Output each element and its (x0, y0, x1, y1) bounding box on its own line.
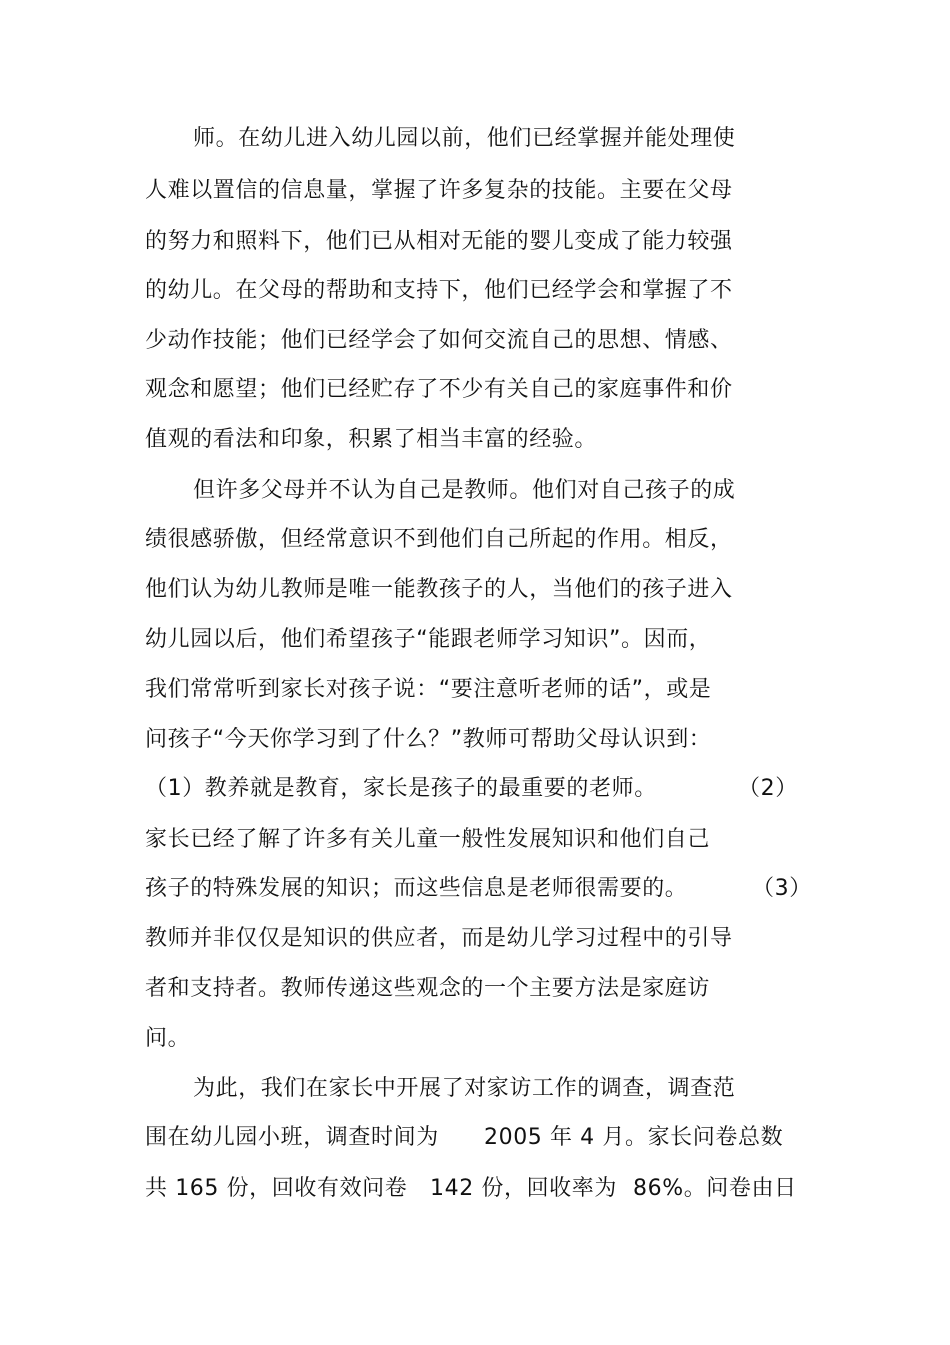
text-line: 师。在幼儿进入幼儿园以前，他们已经掌握并能处理使 (193, 126, 736, 151)
list-marker: （3） (752, 876, 812, 901)
text-line: 围在幼儿园小班，调查时间为 (145, 1125, 439, 1150)
text-line: 共 165 份，回收有效问卷 (145, 1176, 408, 1201)
text-line: 问。 (145, 1026, 191, 1051)
text-line: 教师并非仅仅是知识的供应者，而是幼儿学习过程中的引导 (145, 926, 733, 951)
text-fragment: 86%。问卷由日 (633, 1176, 797, 1201)
text-line: 人难以置信的信息量，掌握了许多复杂的技能。主要在父母 (145, 178, 733, 203)
text-line: 绩很感骄傲，但经常意识不到他们自己所起的作用。相反， (145, 527, 733, 552)
text-line: 我们常常听到家长对孩子说：“要注意听老师的话”，或是 (145, 677, 712, 702)
text-line: 值观的看法和印象，积累了相当丰富的经验。 (145, 427, 598, 452)
text-line: 孩子的特殊发展的知识；而这些信息是老师很需要的。 (145, 876, 688, 901)
list-marker: （2） (738, 776, 798, 801)
text-line: 幼儿园以后，他们希望孩子“能跟老师学习知识”。因而， (145, 627, 712, 652)
text-line: 问孩子“今天你学习到了什么？”教师可帮助父母认识到： (145, 727, 712, 752)
text-line: 少动作技能；他们已经学会了如何交流自己的思想、情感、 (145, 328, 733, 353)
text-line: 但许多父母并不认为自己是教师。他们对自己孩子的成 (193, 478, 736, 503)
text-line: 者和支持者。教师传递这些观念的一个主要方法是家庭访 (145, 976, 711, 1001)
text-fragment: 142 份，回收率为 (430, 1176, 617, 1201)
text-line: 家长已经了解了许多有关儿童一般性发展知识和他们自己 (145, 827, 711, 852)
text-line: （1）教养就是教育，家长是孩子的最重要的老师。 (145, 776, 657, 801)
text-line: 他们认为幼儿教师是唯一能教孩子的人，当他们的孩子进入 (145, 577, 733, 602)
text-line: 的努力和照料下，他们已从相对无能的婴儿变成了能力较强 (145, 229, 733, 254)
text-line: 的幼儿。在父母的帮助和支持下，他们已经学会和掌握了不 (145, 278, 733, 303)
text-line: 观念和愿望；他们已经贮存了不少有关自己的家庭事件和价 (145, 377, 733, 402)
text-line: 为此，我们在家长中开展了对家访工作的调查，调查范 (193, 1076, 736, 1101)
text-fragment: 2005 年 4 月。家长问卷总数 (484, 1125, 784, 1150)
